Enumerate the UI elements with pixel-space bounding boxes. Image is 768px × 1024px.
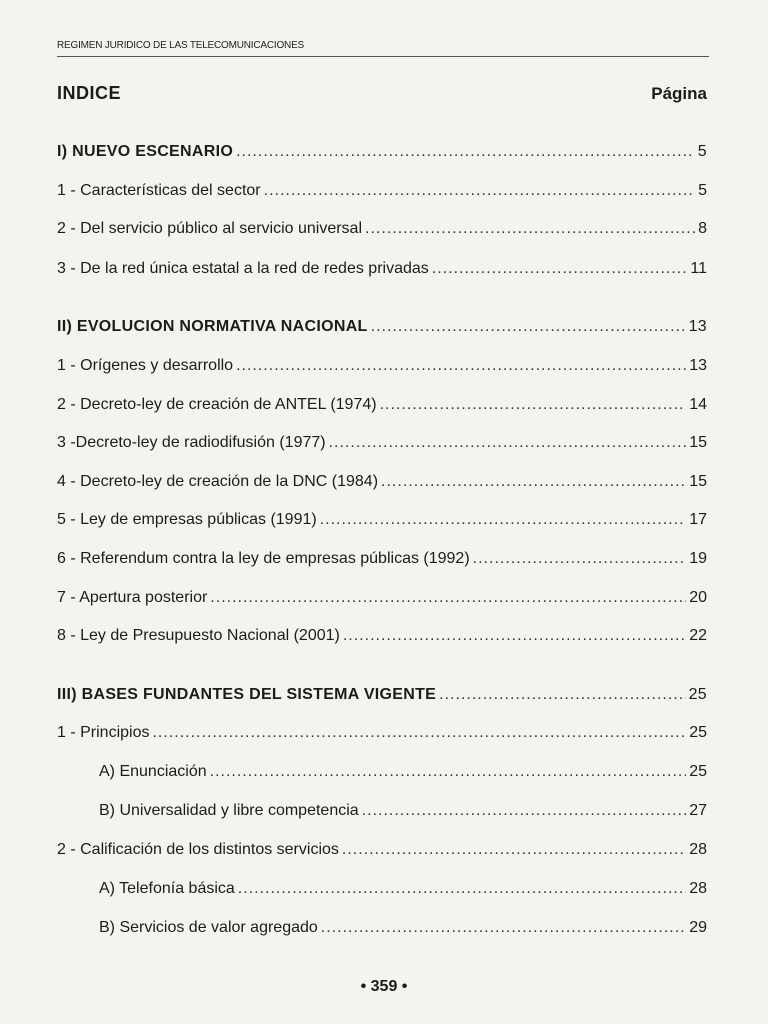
toc-entry	[57, 627, 707, 645]
toc-label: 1 - Características del sector	[57, 182, 261, 199]
dot-leader	[236, 357, 686, 375]
toc-page: 25	[689, 724, 707, 741]
dot-leader	[320, 511, 687, 529]
toc-label: 2 - Calificación de los distintos servicios	[57, 841, 339, 858]
dot-leader	[342, 841, 686, 859]
toc-entry	[57, 357, 707, 375]
toc-section	[57, 318, 707, 336]
toc-label: B) Servicios de valor agregado	[99, 919, 318, 936]
toc-label: 1 - Principios	[57, 724, 150, 741]
toc-entry	[57, 589, 707, 607]
toc-page: 13	[688, 318, 707, 335]
toc-subentry	[99, 802, 707, 820]
toc-label: III) BASES FUNDANTES DEL SISTEMA VIGENTE	[57, 686, 437, 703]
toc-label: 2 - Decreto-ley de creación de ANTEL (1974)	[57, 396, 377, 413]
toc-page: 27	[689, 802, 707, 819]
toc-subentry	[99, 880, 707, 898]
dot-leader	[439, 686, 685, 704]
dot-leader	[365, 220, 695, 238]
toc-section	[57, 143, 707, 161]
toc-label: A) Enunciación	[99, 763, 207, 780]
toc-page: 8	[698, 220, 707, 237]
toc-entry	[57, 434, 707, 452]
toc-entry	[57, 473, 707, 491]
toc-page: 28	[689, 880, 707, 897]
toc-entry	[57, 182, 707, 200]
toc-page: 14	[689, 396, 707, 413]
dot-leader	[321, 919, 686, 937]
toc-label: 4 - Decreto-ley de creación de la DNC (1984)	[57, 473, 379, 490]
dot-leader	[380, 396, 687, 414]
dot-leader	[343, 627, 686, 645]
toc-label: 8 - Ley de Presupuesto Nacional (2001)	[57, 627, 340, 644]
toc-label: 2 - Del servicio público al servicio universal	[57, 220, 363, 237]
toc-page: 19	[689, 550, 707, 567]
toc-page: 25	[689, 763, 707, 780]
toc-label: I) NUEVO ESCENARIO	[57, 143, 234, 160]
toc-label: B) Universalidad y libre competencia	[99, 802, 359, 819]
dot-leader	[473, 550, 687, 568]
dot-leader	[371, 318, 686, 336]
page-column-title: Página	[651, 84, 707, 103]
toc-entry	[57, 550, 707, 568]
dot-leader	[210, 763, 687, 781]
dot-leader	[210, 589, 686, 607]
toc-label: 5 - Ley de empresas públicas (1991)	[57, 511, 317, 528]
dot-leader	[238, 880, 686, 898]
page-number: • 359 •	[360, 978, 408, 995]
toc-label: 1 - Orígenes y desarrollo	[57, 357, 234, 374]
dot-leader	[329, 434, 687, 452]
dot-leader	[236, 143, 695, 161]
toc-page: 15	[689, 434, 707, 451]
toc-label: 7 - Apertura posterior	[57, 589, 208, 606]
toc-label: A) Telefonía básica	[99, 880, 235, 897]
dot-leader	[264, 182, 695, 200]
toc-page: 22	[689, 627, 707, 644]
toc-page: 29	[689, 919, 707, 936]
toc-entry	[57, 396, 707, 414]
header-rule	[57, 56, 709, 57]
toc-subentry	[99, 919, 707, 937]
toc-page: 5	[698, 182, 707, 199]
running-header: REGIMEN JURIDICO DE LAS TELECOMUNICACIONES	[57, 40, 305, 51]
toc-label: 6 - Referendum contra la ley de empresas públicas (1992)	[57, 550, 470, 567]
toc-page: 25	[688, 686, 707, 703]
dot-leader	[381, 473, 686, 491]
toc-page: 13	[689, 357, 707, 374]
toc-entry	[57, 220, 707, 238]
toc-entry	[57, 841, 707, 859]
toc-label: 3 -Decreto-ley de radiodifusión (1977)	[57, 434, 326, 451]
toc-page: 17	[689, 511, 707, 528]
toc-section	[57, 686, 707, 704]
toc-page: 20	[689, 589, 707, 606]
toc-label: 3 - De la red única estatal a la red de redes privadas	[57, 260, 429, 277]
toc-label: II) EVOLUCION NORMATIVA NACIONAL	[57, 318, 368, 335]
toc-page: 28	[689, 841, 707, 858]
toc-page: 15	[689, 473, 707, 490]
toc-subentry	[99, 763, 707, 781]
dot-leader	[362, 802, 687, 820]
index-title: INDICE	[57, 83, 122, 103]
toc-entry	[57, 511, 707, 529]
toc-page: 11	[690, 260, 707, 277]
dot-leader	[152, 724, 686, 742]
toc-entry	[57, 724, 707, 742]
toc-page: 5	[697, 143, 707, 160]
dot-leader	[432, 260, 688, 278]
toc-entry	[57, 260, 707, 278]
